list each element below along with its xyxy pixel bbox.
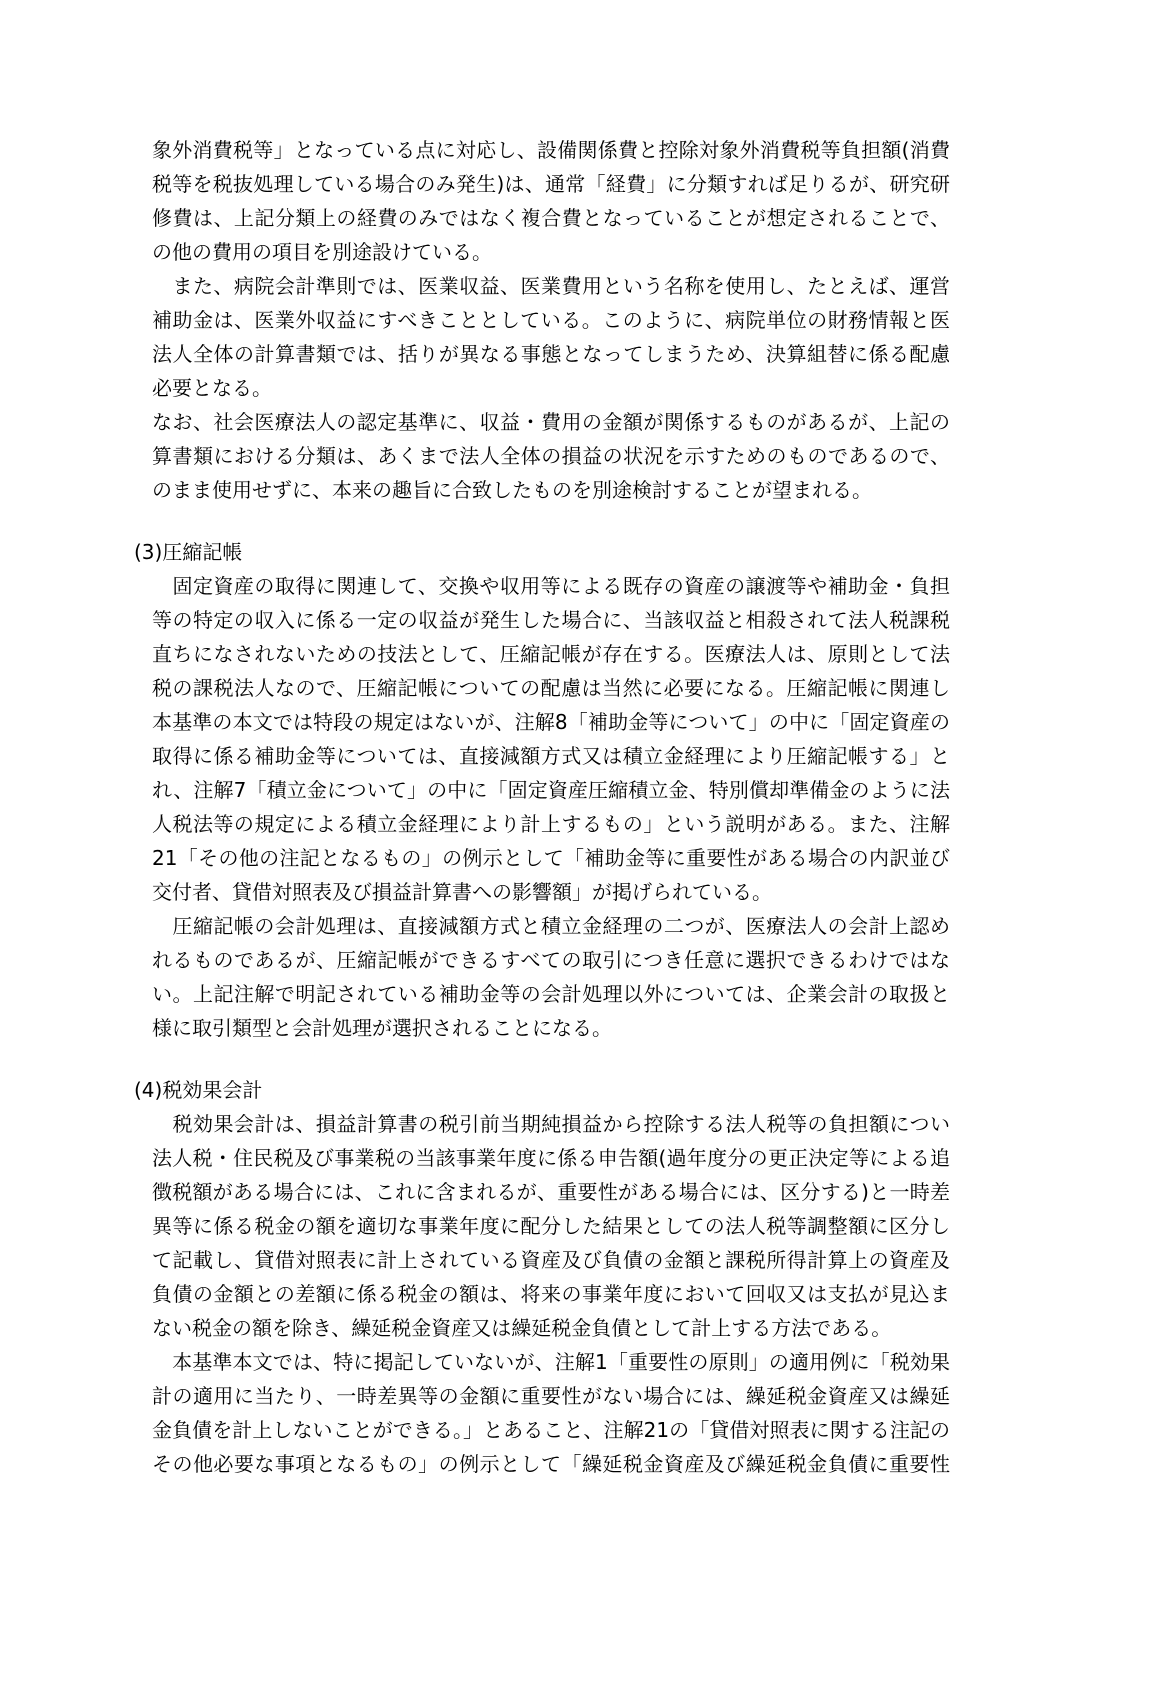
text-line: 法人全体の計算書類では、括りが異なる事態となってしまうため、決算組替に係る配慮 [152,342,950,366]
text-line: 法人税・住民税及び事業税の当該事業年度に係る申告額(過年度分の更正決定等による追 [152,1146,950,1170]
text-line: 必要となる。 [152,376,272,400]
text-line: 算書類における分類は、あくまで法人全体の損益の状況を示すためのものであるので、 [152,444,950,468]
text-line: 本基準本文では、特に掲記していないが、注解1「重要性の原則」の適用例に「税効果 [172,1350,950,1374]
text-line: ない税金の額を除き、繰延税金資産又は繰延税金負債として計上する方法である。 [152,1316,892,1340]
text-line: れ、注解7「積立金について」の中に「固定資産圧縮積立金、特別償却準備金のように法 [152,778,950,802]
text-line: て記載し、貸借対照表に計上されている資産及び負債の金額と課税所得計算上の資産及 [152,1248,950,1272]
text-line: 圧縮記帳の会計処理は、直接減額方式と積立金経理の二つが、医療法人の会計上認め [172,914,950,938]
text-line: 計の適用に当たり、一時差異等の金額に重要性がない場合には、繰延税金資産又は繰延 [152,1384,950,1408]
text-line: 税等を税抜処理している場合のみ発生)は、通常「経費」に分類すれば足りるが、研究研 [152,172,950,196]
section-heading: (3)圧縮記帳 [134,540,243,564]
text-line: 人税法等の規定による積立金経理により計上するもの」という説明がある。また、注解 [152,812,950,836]
text-line: その他必要な事項となるもの」の例示として「繰延税金資産及び繰延税金負債に重要性 [152,1452,950,1476]
text-line: い。上記注解で明記されている補助金等の会計処理以外については、企業会計の取扱と [152,982,950,1006]
text-line: 金負債を計上しないことができる。」とあること、注解21の「貸借対照表に関する注記の [152,1418,950,1442]
text-line: 様に取引類型と会計処理が選択されることになる。 [152,1016,612,1040]
section-heading: (4)税効果会計 [134,1078,263,1102]
text-line: 補助金は、医業外収益にすべきこととしている。このように、病院単位の財務情報と医 [152,308,950,332]
text-line: 徴税額がある場合には、これに含まれるが、重要性がある場合には、区分する)と一時差 [152,1180,950,1204]
text-line: の他の費用の項目を別途設けている。 [152,240,492,264]
text-line: れるものであるが、圧縮記帳ができるすべての取引につき任意に選択できるわけではな [152,948,950,972]
text-line: 税効果会計は、損益計算書の税引前当期純損益から控除する法人税等の負担額につい [172,1112,950,1136]
text-line: 税の課税法人なので、圧縮記帳についての配慮は当然に必要になる。圧縮記帳に関連し [152,676,950,700]
text-line: また、病院会計準則では、医業収益、医業費用という名称を使用し、たとえば、運営 [172,274,950,298]
text-line: 取得に係る補助金等については、直接減額方式又は積立金経理により圧縮記帳する」と [152,744,950,768]
text-line: 負債の金額との差額に係る税金の額は、将来の事業年度において回収又は支払が見込ま [152,1282,950,1306]
text-line: 21「その他の注記となるもの」の例示として「補助金等に重要性がある場合の内訳並び [152,846,950,870]
text-line: 象外消費税等」となっている点に対応し、設備関係費と控除対象外消費税等負担額(消費 [152,138,950,162]
text-line: 直ちになされないための技法として、圧縮記帳が存在する。医療法人は、原則として法 [152,642,950,666]
text-line: 本基準の本文では特段の規定はないが、注解8「補助金等について」の中に「固定資産の [152,710,950,734]
text-line: 等の特定の収入に係る一定の収益が発生した場合に、当該収益と相殺されて法人税課税 [152,608,950,632]
text-line: なお、社会医療法人の認定基準に、収益・費用の金額が関係するものがあるが、上記の [152,410,950,434]
text-line: のまま使用せずに、本来の趣旨に合致したものを別途検討することが望まれる。 [152,478,872,502]
text-line: 固定資産の取得に関連して、交換や収用等による既存の資産の譲渡等や補助金・負担 [172,574,950,598]
text-line: 交付者、貸借対照表及び損益計算書への影響額」が掲げられている。 [152,880,772,904]
text-line: 異等に係る税金の額を適切な事業年度に配分した結果としての法人税等調整額に区分し [152,1214,950,1238]
text-line: 修費は、上記分類上の経費のみではなく複合費となっていることが想定されることで、 [152,206,950,230]
